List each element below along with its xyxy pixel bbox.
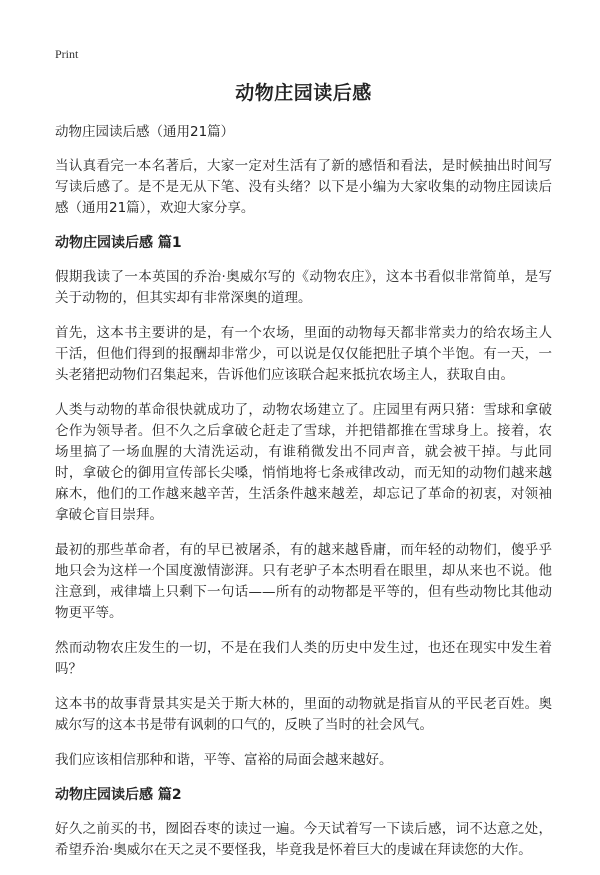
paragraph: 然而动物农庄发生的一切，不是在我们人类的历史中发生过，也还在现实中发生着吗？ bbox=[55, 640, 552, 677]
paragraph: 这本书的故事背景其实是关于斯大林的，里面的动物就是指盲从的平民老百姓。奥威尔写的这本书是带有讽刺的口气的，反映了当时的社会风气。 bbox=[55, 696, 552, 733]
paragraph: 我们应该相信那种和谐，平等、富裕的局面会越来越好。 bbox=[55, 752, 393, 768]
paragraph: 好久之前买的书，囫囵吞枣的读过一遍。今天试着写一下读后感，词不达意之处，希望乔治·奥威尔在天之灵不要怪我，毕竟我是怀着巨大的虔诚在拜读您的大作。 bbox=[55, 821, 552, 858]
paragraph: 人类与动物的革命很快就成功了，动物农场建立了。庄园里有两只猪：雪球和拿破仑作为领导者。但不久之后拿破仑赶走了雪球，并把错都推在雪球身上。接着，农场里搞了一场血腥的大清洗运动，有谁稍微发出不同声音，就会被干掉。与此同时，拿破仑的御用宣传部长尖嗓，悄悄地将七条戒律改动，而无知的动物们越来越麻木，他们的工作越来越辛苦，生活条件越来越差，却忘记了革命的初衷，对领袖拿破仑盲目崇拜。 bbox=[55, 402, 552, 523]
paragraph: 假期我读了一本英国的乔治·奥威尔写的《动物农庄》，这本书看似非常简单，是写关于动物的，但其实却有非常深奥的道理。 bbox=[55, 269, 552, 306]
paragraph: 首先，这本书主要讲的是，有一个农场，里面的动物每天都非常卖力的给农场主人干活，但他们得到的报酬却非常少，可以说是仅仅能把肚子填个半饱。有一天，一头老猪把动物们召集起来，告诉他们应该联合起来抵抗农场主人，获取自由。 bbox=[55, 325, 552, 383]
document-page bbox=[55, 78, 552, 875]
page-title: 动物庄园读后感 bbox=[235, 82, 372, 104]
subtitle: 动物庄园读后感（通用21篇） bbox=[55, 124, 235, 140]
section-heading-2: 动物庄园读后感 篇2 bbox=[55, 787, 182, 803]
section-heading-1: 动物庄园读后感 篇1 bbox=[55, 235, 182, 251]
paragraph: 最初的那些革命者，有的早已被屠杀，有的越来越昏庸，而年轻的动物们，傻乎乎地只会为这样一个国度激情澎湃。只有老驴子本杰明看在眼里，却从来也不说。他注意到，戒律墙上只剩下一句话——所有的动物都是平等的，但有些动物比其他动物更平等。 bbox=[55, 542, 552, 621]
print-link[interactable]: Print bbox=[55, 47, 79, 61]
intro-paragraph: 当认真看完一本名著后，大家一定对生活有了新的感悟和看法，是时候抽出时间写写读后感了。是不是无从下笔、没有头绪？以下是小编为大家收集的动物庄园读后感（通用21篇），欢迎大家分享。 bbox=[55, 158, 552, 216]
